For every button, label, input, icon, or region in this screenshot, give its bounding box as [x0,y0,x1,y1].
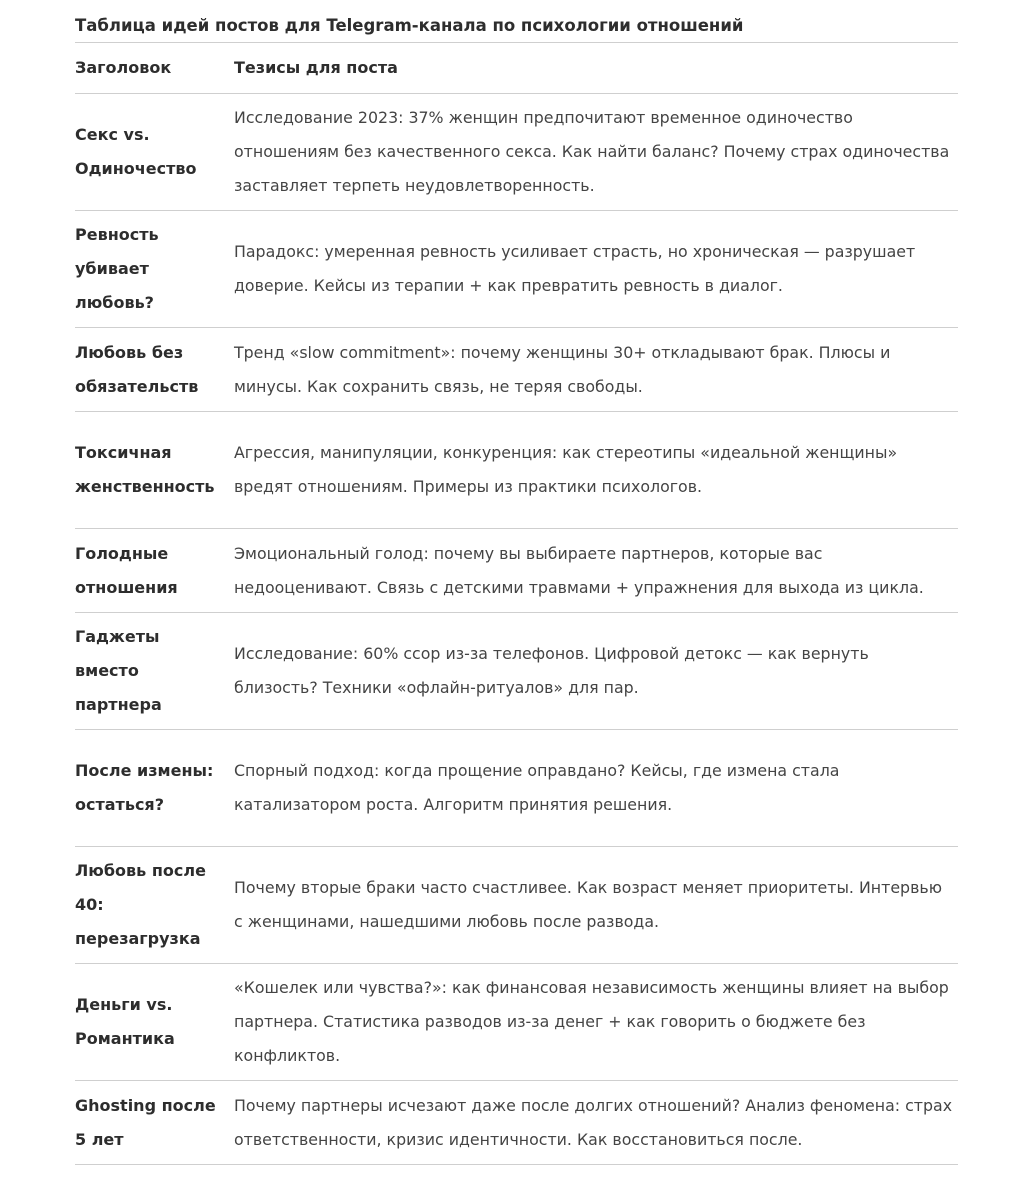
column-header-title: Заголовок [75,43,234,94]
row-topic: Любовь после 40: перезагрузка [75,847,234,964]
table-header-row [75,43,958,94]
row-thesis: Спорный подход: когда прощение оправдано? Кейсы, где измена стала катализатором роста. Алгоритм принятия решения. [234,730,958,847]
row-topic: После измены: остаться? [75,730,234,847]
ideas-table [75,43,958,1165]
table-row [75,964,958,1081]
table-row [75,529,958,613]
row-thesis: «Кошелек или чувства?»: как финансовая независимость женщины влияет на выбор партнера. Статистика разводов из-за денег + как говорить о бюджете без конфликтов. [234,964,958,1081]
table-row [75,211,958,328]
row-thesis: Почему вторые браки часто счастливее. Как возраст меняет приоритеты. Интервью с женщинами, нашедшими любовь после развода. [234,847,958,964]
row-topic: Токсичная женственность [75,412,234,529]
row-thesis: Исследование: 60% ссор из-за телефонов. Цифровой детокс — как вернуть близость? Техники «офлайн-ритуалов» для пар. [234,613,958,730]
row-thesis: Эмоциональный голод: почему вы выбираете партнеров, которые вас недооценивают. Связь с детскими травмами + упражнения для выхода из цикла. [234,529,958,613]
row-topic: Ревность убивает любовь? [75,211,234,328]
row-thesis: Агрессия, манипуляции, конкуренция: как стереотипы «идеальной женщины» вредят отношениям. Примеры из практики психологов. [234,412,958,529]
row-topic: Голодные отношения [75,529,234,613]
row-thesis: Тренд «slow commitment»: почему женщины 30+ откладывают брак. Плюсы и минусы. Как сохранить связь, не теряя свободы. [234,328,958,412]
page-title: Таблица идей постов для Telegram-канала по психологии отношений [75,0,958,43]
table-row [75,847,958,964]
row-topic: Секс vs. Одиночество [75,94,234,211]
table-row [75,412,958,529]
table-row [75,1081,958,1165]
row-topic: Деньги vs. Романтика [75,964,234,1081]
table-row [75,94,958,211]
row-topic: Ghosting после 5 лет [75,1081,234,1165]
table-row [75,730,958,847]
row-thesis: Парадокс: умеренная ревность усиливает страсть, но хроническая — разрушает доверие. Кейсы из терапии + как превратить ревность в диалог. [234,211,958,328]
row-thesis: Исследование 2023: 37% женщин предпочитают временное одиночество отношениям без качественного секса. Как найти баланс? Почему страх одиночества заставляет терпеть неудовлетворенность. [234,94,958,211]
row-topic: Любовь без обязательств [75,328,234,412]
column-header-theses: Тезисы для поста [234,43,958,94]
table-row [75,328,958,412]
row-thesis: Почему партнеры исчезают даже после долгих отношений? Анализ феномена: страх ответственности, кризис идентичности. Как восстановиться после. [234,1081,958,1165]
table-row [75,613,958,730]
row-topic: Гаджеты вместо партнера [75,613,234,730]
